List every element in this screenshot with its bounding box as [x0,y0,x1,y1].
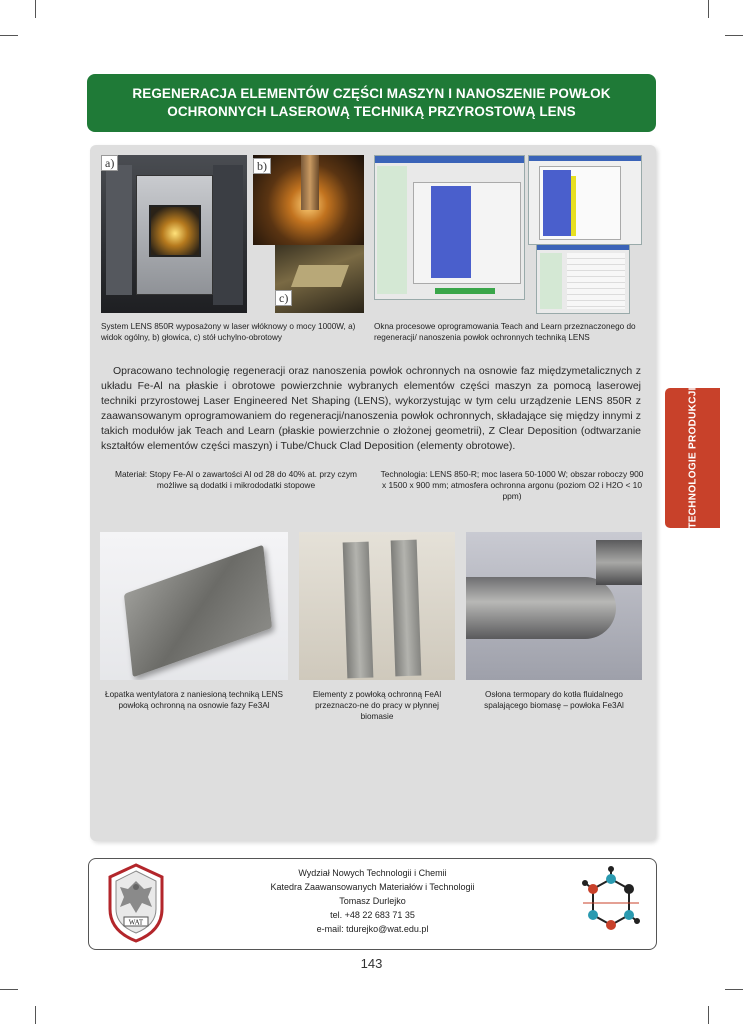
spec-technology: Technologia: LENS 850-R; moc lasera 50-1000 W; obszar roboczy 900 x 1500 x 900 mm; atmosfera ochronna argonu (poziom O2 i H2O < 10 ppm) [380,469,644,501]
fea-samples-photo [299,532,455,680]
header-title-line1: REGENERACJA ELEMENTÓW CZĘŚCI MASZYN I NANOSZENIE POWŁOK [132,86,611,101]
wtc-molecule-logo [581,865,641,941]
caption-fan-blade: Łopatka wentylatora z naniesioną techniką LENS powłoką ochronną na osnowie fazy Fe3Al [105,690,283,710]
caption-fea-samples: Elementy z powłoką ochronną FeAl przeznaczo-ne do pracy w płynnej biomasie [312,690,442,721]
crop-mark [0,35,18,36]
footer-email: e-mail: tdurejko@wat.edu.pl [316,924,429,934]
thermocouple-shield-photo [466,532,642,680]
side-tab [665,388,720,528]
molecule-icon [581,865,641,941]
body-paragraph: Opracowano technologię regeneracji oraz nanoszenia powłok ochronnych na osnowie faz międzymetalicznych z układu Fe-Al na płaskie i obrotowe powierzchnie wybranych elementów części maszyn za pomocą laserowej techniki przyrostowej Laser Engineered Net Shaping (LENS), wykorzystując w tym celu urządzenie LENS 850R z zaawansowanym oprogramowaniem do regeneracji/nanoszenia powłok ochronnych, składające się między innymi z takich modułów jak Teach and Learn (płaskie powierzchnie o złożonej geometrii), Z Clear Deposition (odtwarzanie kształtów elementów części maszyn) i Tube/Chuck Clad Deposition (elementy obrotowe). [101,365,641,452]
caption-lens-system: System LENS 850R wyposażony w laser włóknowy o mocy 1000W, a) widok ogólny, b) głowica, c) stół uchylno-obrotowy [101,322,356,342]
software-window-photo [374,155,525,300]
spec-material: Materiał: Stopy Fe-Al o zawartości Al od 28 do 40% at. przy czym możliwe są dodatki i mikrododatki stopowe [114,469,358,490]
side-tab-label: TECHNOLOGIE PRODUKCJI [687,387,698,529]
page-number: 143 [360,956,383,971]
software-panel-photo [536,244,630,314]
footer-department: Katedra Zaawansowanych Materiałów i Technologii [270,882,475,892]
footer-faculty: Wydział Nowych Technologii i Chemii [298,868,447,878]
crop-mark [725,35,743,36]
caption-software: Okna procesowe oprogramowania Teach and Learn przeznaczonego do regeneracji/ nanoszenia powłok ochronnych techniką LENS [374,322,636,342]
footer-phone: tel. +48 22 683 71 35 [330,910,415,920]
lens-machine-photo [101,155,247,313]
figure-label-a: a) [101,155,118,171]
header-title-line2: OCHRONNYCH LASEROWĄ TECHNIKĄ PRZYROSTOWĄ LENS [167,104,576,119]
crop-mark [725,989,743,990]
wat-logo-text: WAT [128,918,144,927]
crop-mark [708,0,709,18]
crop-mark [0,989,18,990]
figure-label-c: c) [275,290,292,306]
software-chart-photo [528,155,642,245]
crop-mark [35,0,36,18]
page-header [87,74,656,132]
fan-blade-photo [100,532,288,680]
crop-mark [708,1006,709,1024]
footer-box [88,858,657,950]
footer-author: Tomasz Durlejko [339,896,406,906]
caption-thermocouple: Osłona termopary do kotła fluidalnego spalającego biomasę – powłoka Fe3Al [484,690,624,710]
crop-mark [35,1006,36,1024]
figure-label-b: b) [253,158,271,174]
